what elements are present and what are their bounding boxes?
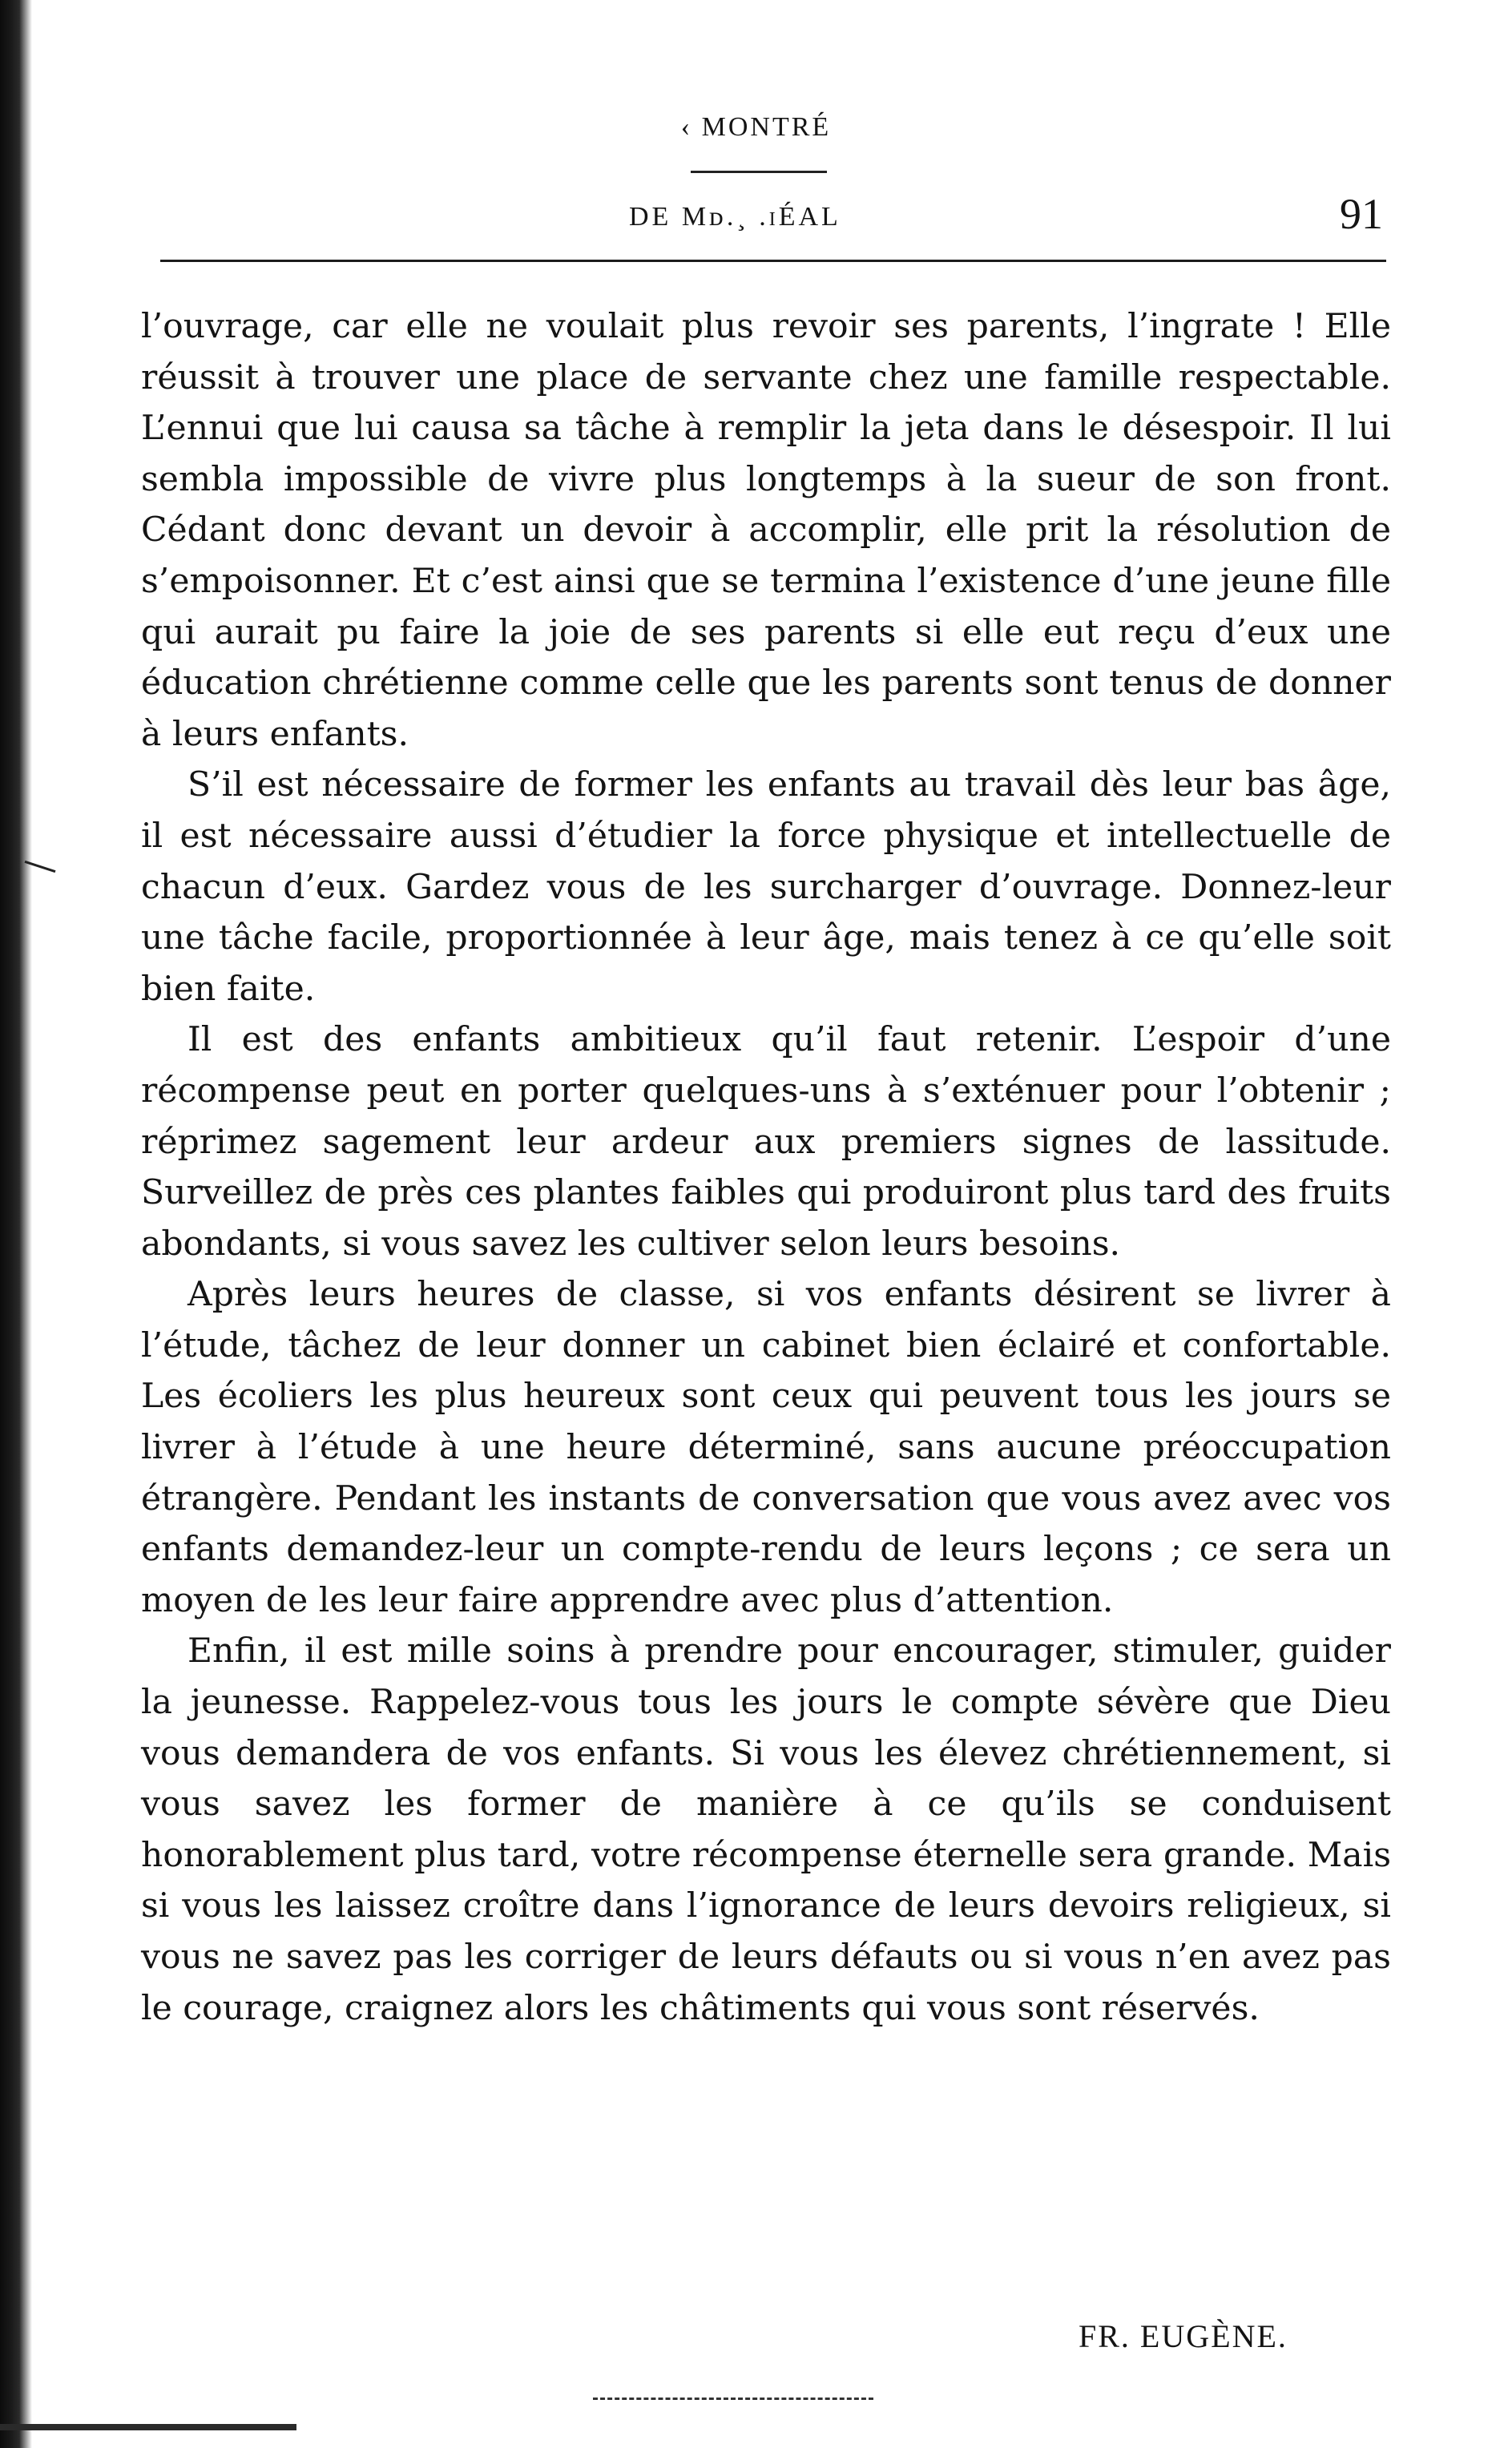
binding-edge [0, 0, 34, 2448]
page-bottom-edge [0, 2424, 296, 2430]
running-header-subtitle: DE Mᴅ.¸ .ıÉAL [629, 202, 841, 232]
paragraph-3: Il est des enfants ambitieux qu’il faut retenir. L’espoir d’une récompense peut en porter quelques-uns à s’exténuer pour l’obtenir ; réprimez sagement leur ardeur aux premiers signes de lassitude. Surveillez de près ces plantes faibles qui produiront plus tard des fruits abondants, si vous savez les cultiver selon leurs besoins. [141, 1020, 1391, 1264]
header-rule [160, 260, 1386, 262]
author-signature: FR. EUGÈNE. [1079, 2318, 1288, 2354]
running-header-title: ‹ MONTRÉ [680, 112, 832, 142]
paragraph-2: S’il est nécessaire de former les enfants au travail dès leur bas âge, il est nécessaire aussi d’étudier la force physique et intellectuelle de chacun d’eux. Gardez vous de les surcharger d’ouvrage. Donnez-leur une tâche facile, proportionnée à leur âge, mais tenez à ce qu’elle soit bien faite. [141, 765, 1391, 1009]
page-number: 91 [1340, 190, 1383, 238]
body-text [141, 301, 1391, 2034]
paragraph-4: Après leurs heures de classe, si vos enfants désirent se livrer à l’étude, tâchez de leur donner un cabinet bien éclairé et confortable. Les écoliers les plus heureux sont ceux qui peuvent tous les jours se livrer à l’étude à une heure déterminé, sans aucune préoccupation étrangère. Pendant les instants de conversation que vous avez avec vos enfants demandez-leur un compte-rendu de leurs leçons ; ce sera un moyen de les leur faire apprendre avec plus d’attention. [141, 1275, 1391, 1620]
paragraph-1: l’ouvrage, car elle ne voulait plus revoir ses parents, l’ingrate ! Elle réussit à trouver une place de servante chez une famille respectable. L’ennui que lui causa sa tâche à remplir la jeta dans le désespoir. Il lui sembla impossible de vivre plus longtemps à la sueur de son front. Cédant donc devant un devoir à accomplir, elle prit la résolution de s’empoisonner. Et c’est ainsi que se termina l’existence d’une jeune fille qui aurait pu faire la joie de ses parents si elle eut reçu d’eux une éducation chrétienne comme celle que les parents sont tenus de donner à leurs enfants. [141, 307, 1391, 754]
header-short-rule [691, 171, 827, 173]
footer-rule [593, 2398, 873, 2400]
paragraph-5: Enfin, il est mille soins à prendre pour encourager, stimuler, guider la jeunesse. Rappelez-vous tous les jours le compte sévère que Dieu vous demandera de vos enfants. Si vous les élevez chrétiennement, si vous savez les former de manière à ce qu’ils se conduisent honorablement plus tard, votre récompense éternelle sera grande. Mais si vous les laissez croître dans l’ignorance de leurs devoirs religieux, si vous ne savez pas les corriger de leurs défauts ou si vous n’en avez pas le courage, craignez alors les châtiments qui vous sont réservés. [141, 1631, 1391, 2028]
